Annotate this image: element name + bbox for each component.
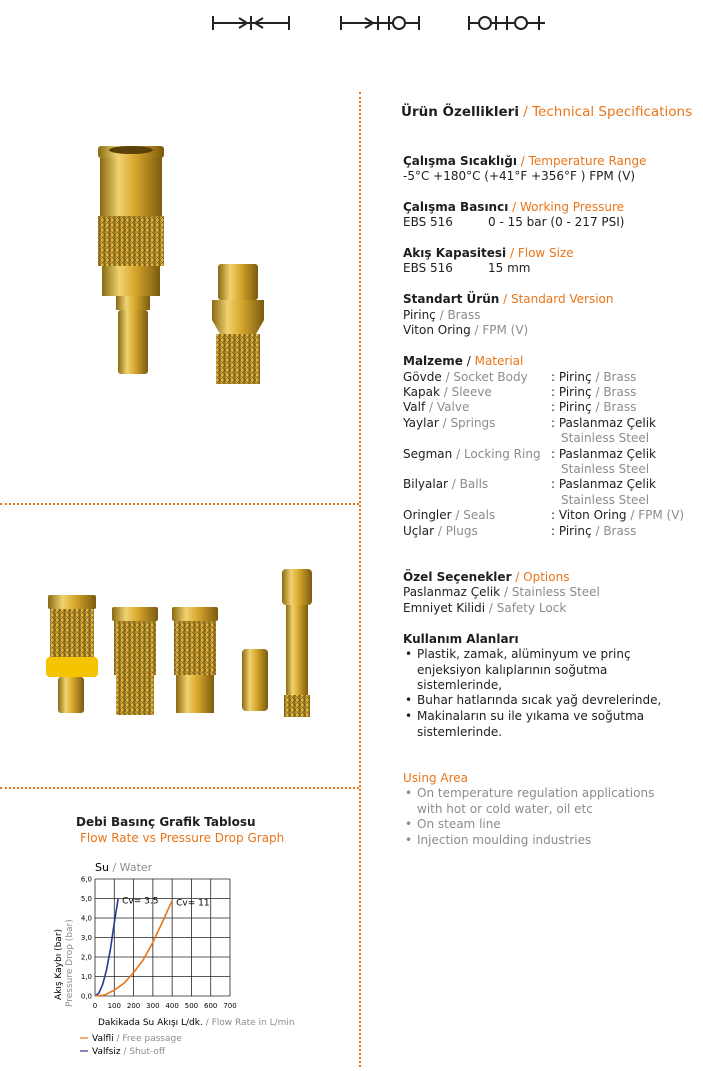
material-value: : Paslanmaz Çelik <box>551 477 656 491</box>
material-value: : Pirinç / Brass <box>551 524 637 538</box>
legend-item: Valfli / Free passage <box>92 1034 182 1044</box>
flow-pressure-chart <box>40 855 330 1065</box>
chart-subtitle: Flow Rate vs Pressure Drop Graph <box>80 831 285 845</box>
x-tick-label: 600 <box>204 1002 218 1010</box>
temp-value: -5°C +180°C (+41°F +356°F ) FPM (V) <box>403 169 636 183</box>
material-value-en: Stainless Steel <box>561 462 650 476</box>
material-value: : Pirinç / Brass <box>551 370 637 384</box>
chart-medium: Su / Water <box>95 861 153 874</box>
material-value-en: Stainless Steel <box>561 493 650 507</box>
pressure-value: 0 - 15 bar (0 - 217 PSI) <box>488 215 625 229</box>
x-tick-label: 200 <box>126 1002 141 1010</box>
material-row: Gövde / Socket Body <box>403 370 528 384</box>
x-tick-label: 400 <box>165 1002 179 1010</box>
series-label: Cv= 3.5 <box>122 896 159 907</box>
flow-value: 15 mm <box>488 261 531 275</box>
chart-legend <box>80 1034 182 1057</box>
product-photo-socket-plug <box>80 140 280 400</box>
chart-grid <box>95 879 230 996</box>
y-tick-label: 5,0 <box>80 895 92 903</box>
open-valve-coupling-icon <box>341 16 419 30</box>
series-label: Cv= 11 <box>176 898 210 909</box>
options-label: Özel Seçenekler / Options <box>403 570 570 584</box>
y-tick-label: 6,0 <box>80 875 92 884</box>
y-tick-label: 0,0 <box>80 992 92 1001</box>
flow-model: EBS 516 <box>403 261 453 275</box>
vertical-divider <box>359 92 361 1067</box>
pressure-model: EBS 516 <box>403 215 453 229</box>
chart-x-ticks <box>93 1002 237 1010</box>
y-tick-label: 3,0 <box>80 934 92 942</box>
x-tick-label: 700 <box>223 1002 237 1010</box>
specs-title-en: Technical Specifications <box>532 104 693 120</box>
specs-title: Ürün Özellikleri / Technical Specifications <box>401 104 693 120</box>
chart-ylabel-en: Pressure Drop (bar) <box>65 919 75 1007</box>
material-value-en: Stainless Steel <box>561 431 650 445</box>
material-value: : Paslanmaz Çelik <box>551 416 656 430</box>
standard-item: Viton Oring / FPM (V) <box>403 323 529 337</box>
material-row: Bilyalar / Balls <box>403 477 489 491</box>
options-item: Paslanmaz Çelik / Stainless Steel <box>403 585 600 599</box>
valve-valve-coupling-icon <box>469 16 545 30</box>
usage-tr-title: Kullanım Alanları <box>403 632 519 646</box>
options-item: Emniyet Kilidi / Safety Lock <box>403 601 567 615</box>
standard-item: Pirinç / Brass <box>403 308 481 322</box>
x-tick-label: 500 <box>184 1002 199 1010</box>
y-tick-label: 2,0 <box>80 953 92 962</box>
material-row: Oringler / Seals <box>403 508 496 522</box>
material-value: : Pirinç / Brass <box>551 385 637 399</box>
material-row: Kapak / Sleeve <box>403 385 492 399</box>
material-value: : Paslanmaz Çelik <box>551 447 656 461</box>
material-label: Malzeme / Material <box>403 354 524 368</box>
material-row: Uçlar / Plugs <box>403 524 478 538</box>
material-row: Valf / Valve <box>403 400 470 414</box>
horizontal-divider-1 <box>0 503 359 505</box>
pressure-label: Çalışma Basıncı / Working Pressure <box>403 200 624 214</box>
material-value: : Viton Oring / FPM (V) <box>551 508 685 522</box>
product-photo-variants <box>40 565 340 725</box>
chart-y-ticks <box>81 876 92 1001</box>
x-tick-label: 0 <box>92 1002 98 1010</box>
open-open-coupling-icon <box>213 16 289 30</box>
legend-item: Valfsiz / Shut-off <box>92 1047 166 1057</box>
chart-ylabel-tr: Akış Kaybı (bar) <box>54 928 64 1000</box>
connection-symbols <box>205 10 545 36</box>
specs-title-tr: Ürün Özellikleri <box>401 104 519 120</box>
y-tick-label: 4,0 <box>80 914 92 923</box>
x-tick-label: 100 <box>107 1002 121 1010</box>
temp-label: Çalışma Sıcaklığı / Temperature Range <box>403 154 647 168</box>
standard-label: Standart Ürün / Standard Version <box>403 292 614 306</box>
material-row: Yaylar / Springs <box>403 416 496 430</box>
x-tick-label: 300 <box>146 1002 160 1010</box>
material-value: : Pirinç / Brass <box>551 400 637 414</box>
chart-title: Debi Basınç Grafik Tablosu <box>76 815 256 829</box>
material-row: Segman / Locking Ring <box>403 447 541 461</box>
usage-en-title: Using Area <box>403 771 469 785</box>
y-tick-label: 1,0 <box>80 973 92 981</box>
chart-xlabel: Dakikada Su Akışı L/dk. / Flow Rate in L/min <box>98 1018 295 1028</box>
horizontal-divider-2 <box>0 787 359 789</box>
flow-label: Akış Kapasitesi / Flow Size <box>403 246 574 260</box>
